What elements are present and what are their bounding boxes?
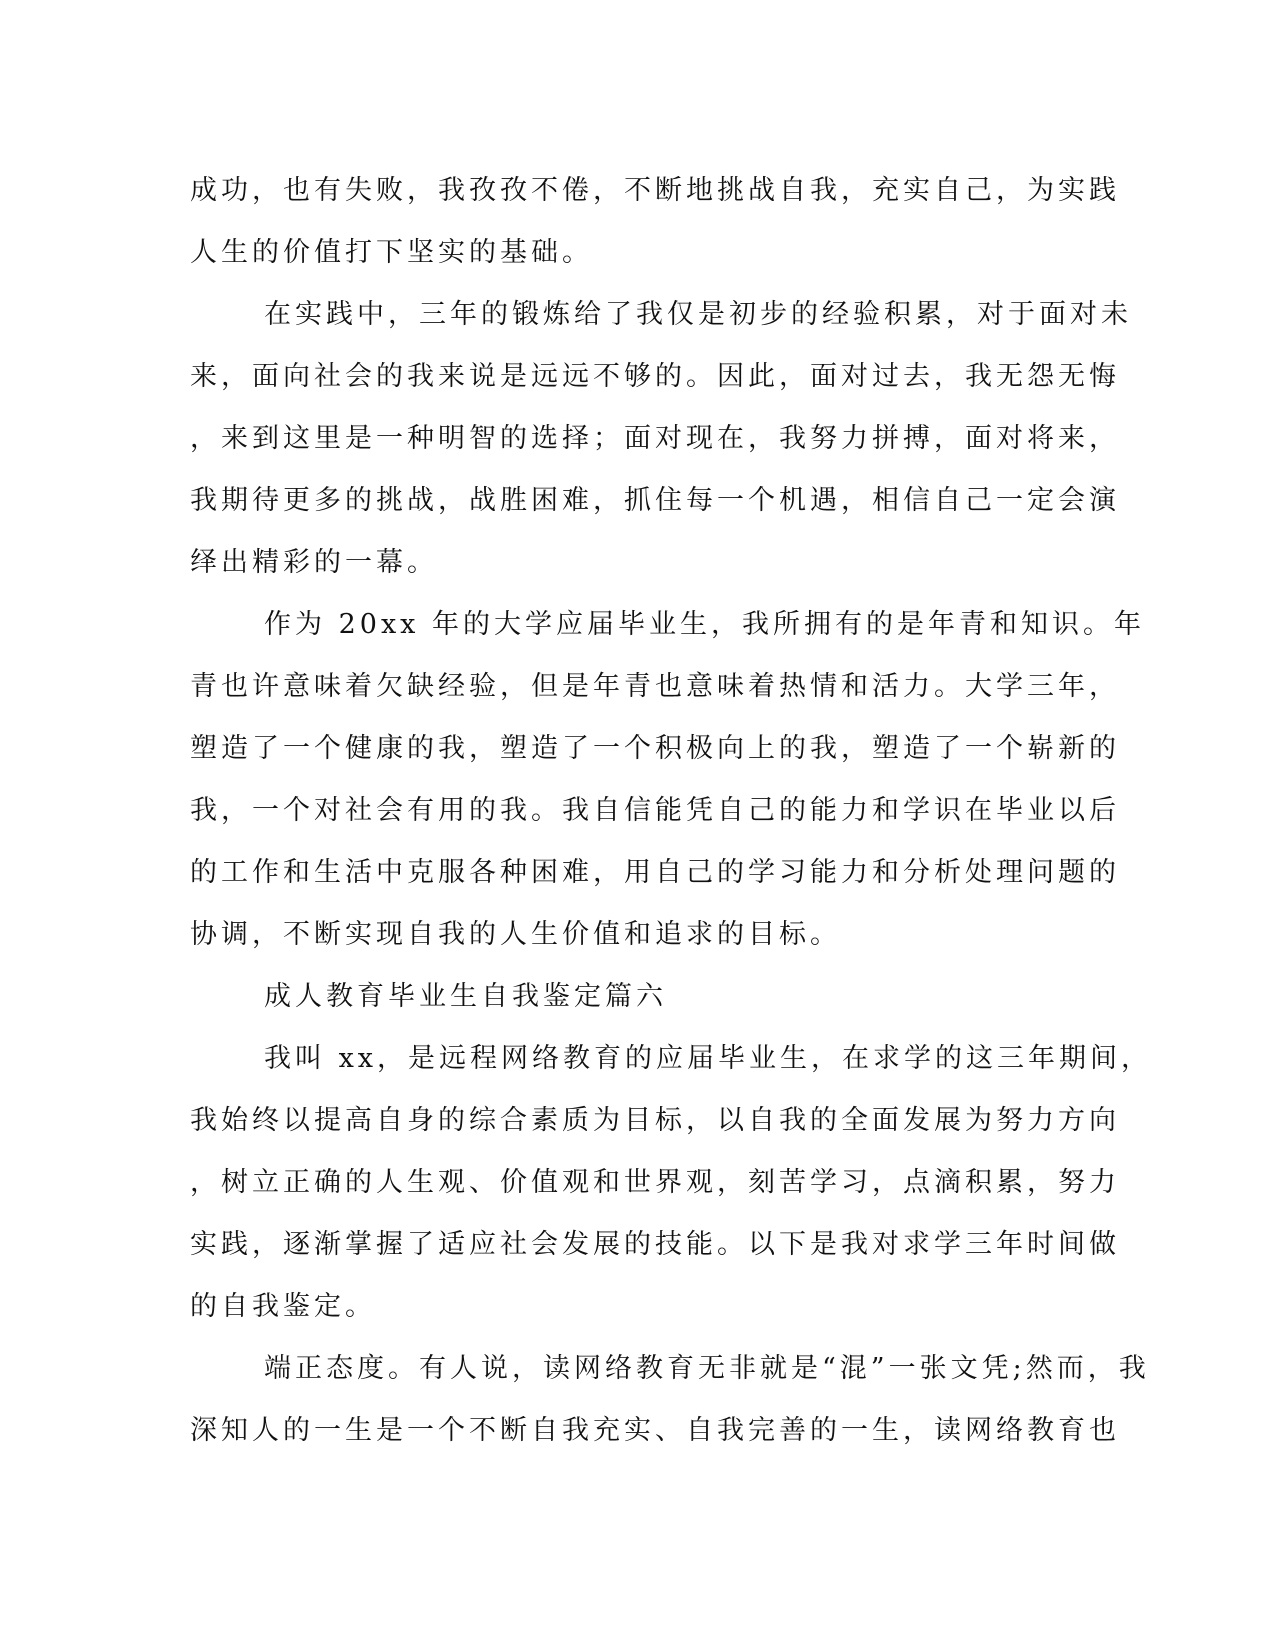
text-line: 协调，不断实现自我的人生价值和追求的目标。 (190, 919, 841, 950)
text-line: 人生的价值打下坚实的基础。 (190, 237, 593, 268)
text-line: 的工作和生活中克服各种困难，用自己的学习能力和分析处理问题的 (190, 857, 1120, 888)
text-line: 端正态度。有人说，读网络教育无非就是“混”一张文凭;然而，我 (264, 1353, 1150, 1384)
text-line: 我，一个对社会有用的我。我自信能凭自己的能力和学识在毕业以后 (190, 795, 1120, 826)
text-line: ，树立正确的人生观、价值观和世界观，刻苦学习，点滴积累，努力 (190, 1167, 1120, 1198)
section-heading: 成人教育毕业生自我鉴定篇六 (264, 981, 667, 1012)
text-line: ，来到这里是一种明智的选择；面对现在，我努力拼搏，面对将来， (190, 423, 1120, 454)
text-line: 我叫 xx，是远程网络教育的应届毕业生，在求学的这三年期间， (264, 1043, 1153, 1074)
text-line: 我始终以提高自身的综合素质为目标，以自我的全面发展为努力方向 (190, 1105, 1120, 1136)
text-line: 成功，也有失败，我孜孜不倦，不断地挑战自我，充实自己，为实践 (190, 175, 1120, 206)
text-line: 塑造了一个健康的我，塑造了一个积极向上的我，塑造了一个崭新的 (190, 733, 1120, 764)
text-line: 的自我鉴定。 (190, 1291, 376, 1322)
text-line: 来，面向社会的我来说是远远不够的。因此，面对过去，我无怨无悔 (190, 361, 1120, 392)
text-line: 实践，逐渐掌握了适应社会发展的技能。以下是我对求学三年时间做 (190, 1229, 1120, 1260)
text-line: 绎出精彩的一幕。 (190, 547, 438, 578)
text-line: 青也许意味着欠缺经验，但是年青也意味着热情和活力。大学三年， (190, 671, 1120, 702)
text-line: 深知人的一生是一个不断自我充实、自我完善的一生，读网络教育也 (190, 1415, 1120, 1446)
text-line: 我期待更多的挑战，战胜困难，抓住每一个机遇，相信自己一定会演 (190, 485, 1120, 516)
text-line: 作为 20xx 年的大学应届毕业生，我所拥有的是年青和知识。年 (264, 609, 1145, 640)
document-body (190, 160, 1153, 1462)
text-line: 在实践中，三年的锻炼给了我仅是初步的经验积累，对于面对未 (264, 299, 1132, 330)
